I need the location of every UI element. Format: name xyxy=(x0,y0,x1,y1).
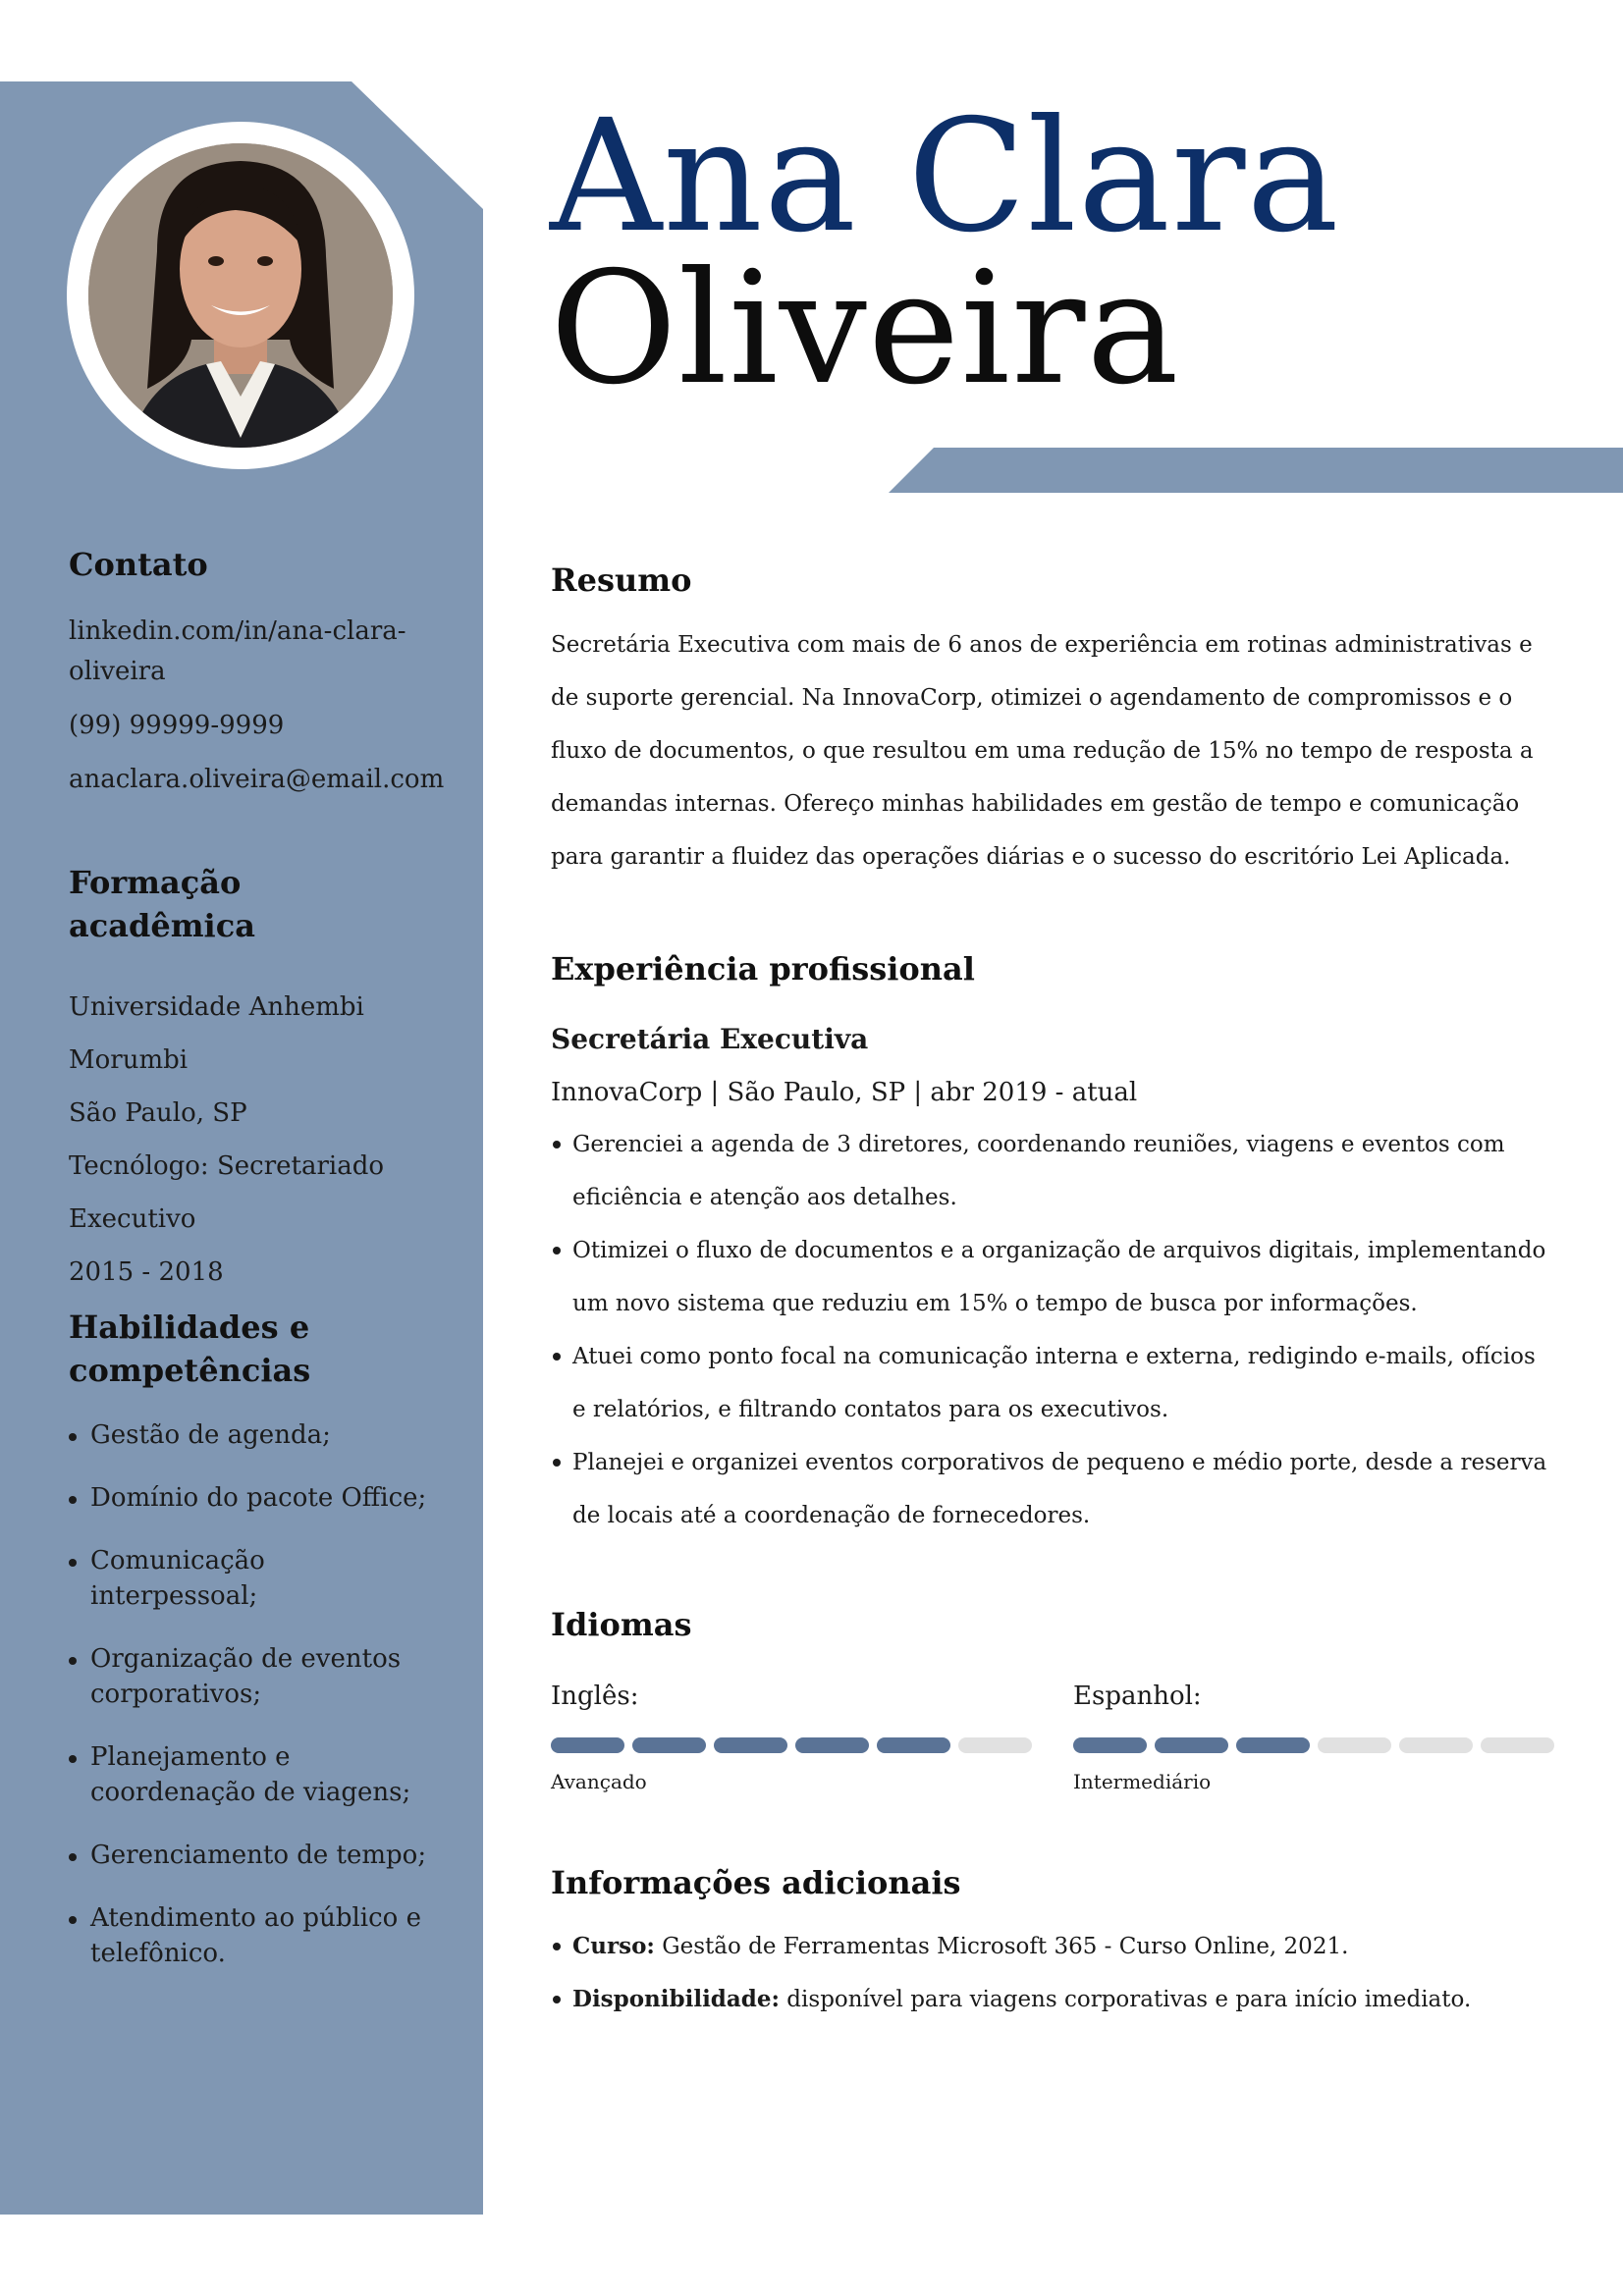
skills-list xyxy=(69,1417,432,1971)
skill-item: Planejamento e coordenação de viagens; xyxy=(69,1739,432,1810)
level-segment-filled xyxy=(551,1737,624,1753)
profile-photo-frame xyxy=(67,122,414,469)
language-level-bar xyxy=(551,1737,1042,1753)
level-segment-empty xyxy=(1399,1737,1473,1753)
language-level-text: Avançado xyxy=(551,1770,647,1793)
linkedin-line-2[interactable]: oliveira xyxy=(69,657,166,686)
additional-item-key: Curso: xyxy=(572,1933,655,1959)
education-line: Universidade Anhembi xyxy=(69,992,364,1022)
level-segment-empty xyxy=(1318,1737,1391,1753)
level-segment-filled xyxy=(877,1737,950,1753)
level-segment-filled xyxy=(714,1737,787,1753)
profile-portrait-image xyxy=(88,143,393,448)
education-heading: Formação acadêmica xyxy=(69,864,255,944)
name-last: Oliveira xyxy=(550,239,1180,419)
level-segment-filled xyxy=(632,1737,706,1753)
contact-heading: Contato xyxy=(69,546,208,583)
additional-list xyxy=(551,1920,1552,2026)
additional-item xyxy=(551,1920,1552,1973)
language-level-bar xyxy=(1073,1737,1564,1753)
contact-section xyxy=(69,543,445,814)
level-segment-filled xyxy=(1155,1737,1228,1753)
experience-bullet: Atuei como ponto focal na comunicação interna e externa, redigindo e-mails, ofícios e relatórios, e filtrando contatos para os executivos. xyxy=(551,1330,1552,1436)
language-level-text: Intermediário xyxy=(1073,1770,1212,1793)
skills-section xyxy=(69,1306,432,1999)
education-line: 2015 - 2018 xyxy=(69,1257,224,1287)
experience-heading: Experiência profissional xyxy=(551,950,975,988)
name-first: Ana Clara xyxy=(550,86,1340,267)
skill-item: Domínio do pacote Office; xyxy=(69,1480,432,1516)
languages-heading: Idiomas xyxy=(551,1606,692,1643)
education-line: São Paulo, SP xyxy=(69,1098,247,1128)
additional-item-key: Disponibilidade: xyxy=(572,1986,780,2012)
skill-item: Atendimento ao público e telefônico. xyxy=(69,1900,432,1971)
level-segment-filled xyxy=(1073,1737,1147,1753)
education-line: Executivo xyxy=(69,1204,196,1234)
experience-bullets xyxy=(551,1118,1552,1542)
level-segment-empty xyxy=(958,1737,1032,1753)
job-title: Secretária Executiva xyxy=(551,1023,869,1055)
skills-heading-line-2: competências xyxy=(69,1352,311,1389)
skill-item: Comunicação interpessoal; xyxy=(69,1543,432,1614)
education-line: Tecnólogo: Secretariado xyxy=(69,1151,385,1181)
skill-item: Organização de eventos corporativos; xyxy=(69,1641,432,1712)
experience-section xyxy=(551,947,1552,1542)
level-segment-filled xyxy=(1236,1737,1310,1753)
additional-section xyxy=(551,1861,1552,2026)
skills-heading xyxy=(69,1306,432,1392)
job-meta: InnovaCorp | São Paulo, SP | abr 2019 - atual xyxy=(551,1078,1138,1107)
language-label: Inglês: xyxy=(551,1682,639,1711)
experience-bullet: Gerenciei a agenda de 3 diretores, coordenando reuniões, viagens e eventos com eficiência e atenção aos detalhes. xyxy=(551,1118,1552,1224)
education-section xyxy=(69,861,432,1299)
summary-heading: Resumo xyxy=(551,561,692,599)
additional-item-value: disponível para viagens corporativas e para início imediato. xyxy=(780,1987,1472,2012)
email-address[interactable]: anaclara.oliveira@email.com xyxy=(69,765,445,794)
level-segment-filled xyxy=(795,1737,869,1753)
language-spanish xyxy=(1073,1679,1564,1796)
education-line: Morumbi xyxy=(69,1045,189,1075)
additional-item-value: Gestão de Ferramentas Microsoft 365 - Curso Online, 2021. xyxy=(654,1934,1349,1959)
level-segment-empty xyxy=(1481,1737,1554,1753)
header-accent-bar xyxy=(889,448,1623,493)
skill-item: Gestão de agenda; xyxy=(69,1417,432,1453)
skills-heading-line-1: Habilidades e xyxy=(69,1308,310,1346)
experience-bullet: Otimizei o fluxo de documentos e a organização de arquivos digitais, implementando um novo sistema que reduziu em 15% o tempo de busca por informações. xyxy=(551,1224,1552,1330)
linkedin-line-1[interactable]: linkedin.com/in/ana-clara- xyxy=(69,616,406,646)
languages-section xyxy=(551,1603,1552,1646)
additional-heading: Informações adicionais xyxy=(551,1864,961,1901)
profile-photo xyxy=(88,143,393,448)
language-label: Espanhol: xyxy=(1073,1682,1202,1711)
phone-number: (99) 99999-9999 xyxy=(69,711,285,740)
summary-section xyxy=(551,559,1552,883)
experience-bullet: Planejei e organizei eventos corporativos de pequeno e médio porte, desde a reserva de locais até a coordenação de fornecedores. xyxy=(551,1436,1552,1542)
skill-item: Gerenciamento de tempo; xyxy=(69,1838,432,1873)
additional-item xyxy=(551,1973,1552,2026)
summary-text: Secretária Executiva com mais de 6 anos de experiência em rotinas administrativas e de suporte gerencial. Na InnovaCorp, otimizei o agendamento de compromissos e o fluxo de documentos, o que resultou em uma redução de 15% no tempo de resposta a demandas internas. Ofereço minhas habilidades em gestão de tempo e comunicação para garantir a fluidez das operações diárias e o sucesso do escritório Lei Aplicada. xyxy=(551,632,1534,870)
language-english xyxy=(551,1679,1042,1796)
